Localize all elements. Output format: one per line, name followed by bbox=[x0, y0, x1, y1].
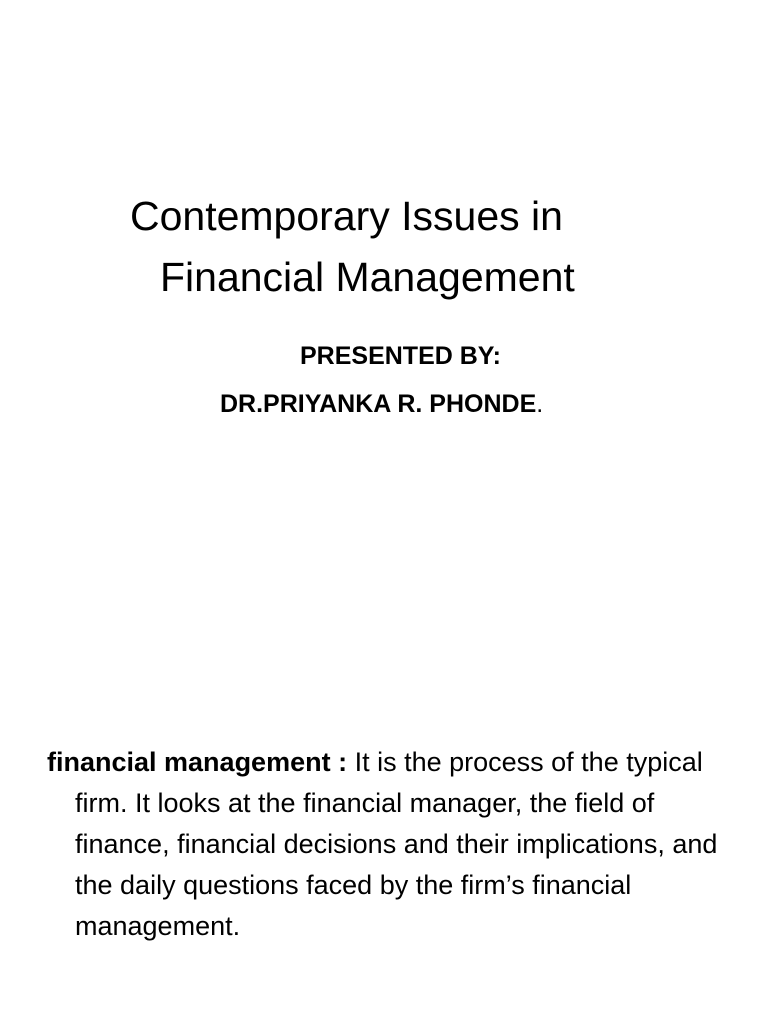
presenter-block bbox=[0, 332, 768, 428]
presenter-name: DR.PRIYANKA R. PHONDE bbox=[220, 390, 537, 418]
definition-text: It is the process of the typical firm. It looks at the financial manager, the field of finance, financial decisions and their implications, and the daily questions faced by the firm’s financial management. bbox=[75, 747, 718, 941]
definition-paragraph bbox=[47, 742, 755, 947]
definition-term: financial management : bbox=[47, 747, 348, 777]
presented-by-label: PRESENTED BY: bbox=[300, 342, 501, 370]
presenter-name-period: . bbox=[536, 390, 544, 418]
presenter-name-line bbox=[0, 380, 768, 428]
slide-title-line-1: Contemporary Issues in bbox=[130, 193, 563, 239]
slide-title bbox=[0, 186, 768, 308]
slide-title-line-2: Financial Management bbox=[160, 254, 575, 300]
